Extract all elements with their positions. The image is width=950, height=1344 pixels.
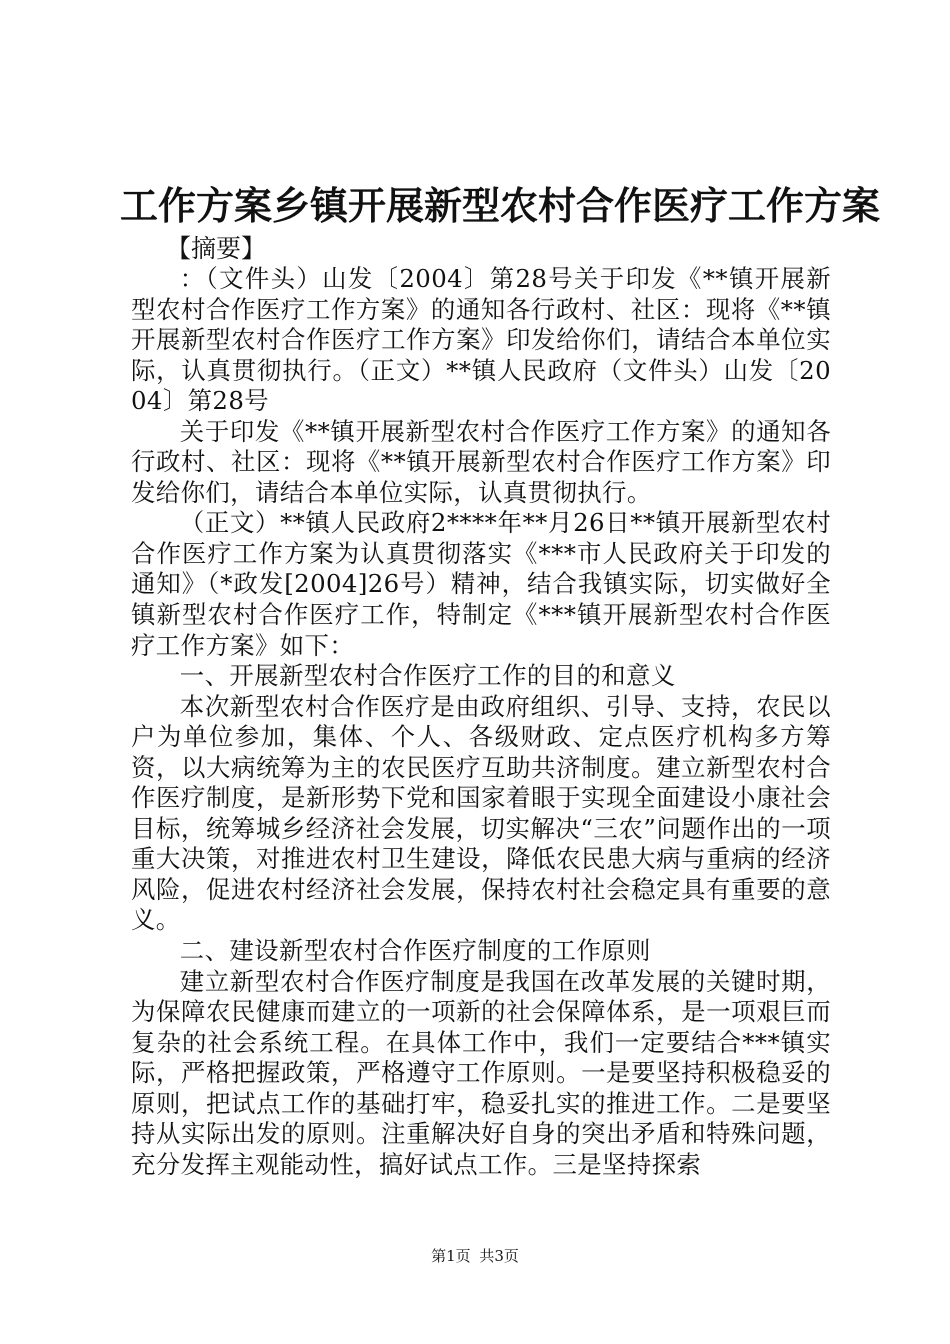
document-title: 工作方案乡镇开展新型农村合作医疗工作方案 — [120, 184, 881, 228]
paragraph-principles: 建立新型农村合作医疗制度是我国在改革发展的关键时期，为保障农民健康而建立的一项新的社会保障体系，是一项艰巨而复杂的社会系统工程。在具体工作中，我们一定要结合***镇实际，严格把握政策，严格遵守工作原则。一是要坚持积极稳妥的原则，把试点工作的基础打牢，稳妥扎实的推进工作。二是要坚持从实际出发的原则。注重解决好自身的突出矛盾和特殊问题，充分发挥主观能动性，搞好试点工作。三是坚持探索 — [131, 966, 831, 1179]
paragraph-purpose: 本次新型农村合作医疗是由政府组织、引导、支持，农民以户为单位参加，集体、个人、各级财政、定点医疗机构多方筹资，以大病统筹为主的农民医疗互助共济制度。建立新型农村合作医疗制度，是新形势下党和国家着眼于实现全面建设小康社会目标，统筹城乡经济社会发展，切实解决“三农”问题作出的一项重大决策，对推进农村卫生建设，降低农民患大病与重病的经济风险，促进农村经济社会发展，保持农村社会稳定具有重要的意义。 — [131, 691, 831, 935]
abstract-label: 【摘要】 — [166, 234, 267, 263]
paragraph-main-text: （正文）**镇人民政府2****年**月26日**镇开展新型农村合作医疗工作方案为认真贯彻落实《***市人民政府关于印发的通知》（*政发[2004]26号）精神，结合我镇实际，切实做好全镇新型农村合作医疗工作，特制定《***镇开展新型农村合作医疗工作方案》如下： — [131, 508, 831, 660]
section-heading-principles: 二、建设新型农村合作医疗制度的工作原则 — [179, 936, 651, 966]
section-heading-purpose: 一、开展新型农村合作医疗工作的目的和意义 — [179, 661, 676, 691]
paragraph-summary: ：（文件头）山发〔2004〕第28号关于印发《**镇开展新型农村合作医疗工作方案》的通知各行政村、社区：现将《**镇开展新型农村合作医疗工作方案》印发给你们，请结合本单位实际，认真贯彻执行。（正文）**镇人民政府（文件头）山发〔2004〕第28号 — [131, 264, 831, 416]
page-total: 共3页 — [479, 1247, 519, 1265]
page-number: 第1页 — [431, 1247, 471, 1265]
paragraph-notice: 关于印发《**镇开展新型农村合作医疗工作方案》的通知各行政村、社区：现将《**镇开展新型农村合作医疗工作方案》印发给你们，请结合本单位实际，认真贯彻执行。 — [131, 416, 831, 507]
document-body — [131, 264, 831, 1180]
page-footer — [0, 1246, 950, 1266]
